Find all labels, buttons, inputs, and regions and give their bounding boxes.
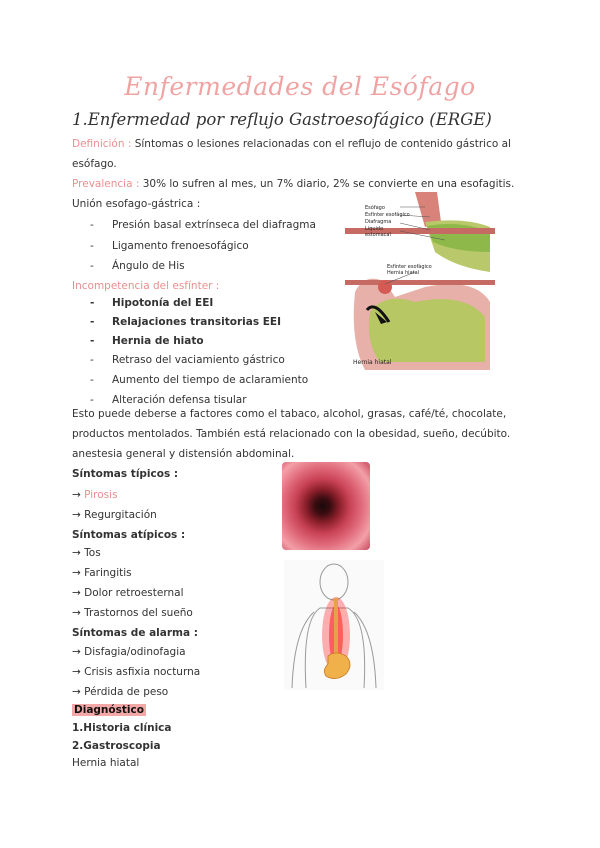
figure-caption: Hernia hiatal: [353, 359, 392, 366]
list-item: - Aumento del tiempo de aclaramiento: [90, 374, 309, 386]
list-item: - Hernia de hiato: [90, 335, 204, 347]
list-item: → Pirosis: [72, 489, 118, 501]
list-item: → Crisis asfixia nocturna: [72, 666, 201, 678]
footer-text: Hernia hiatal: [72, 757, 140, 769]
incompetence-heading: Incompetencia del esfínter :: [72, 280, 220, 292]
list-item: → Dolor retroesternal: [72, 587, 184, 599]
reflux-body-illustration: [284, 560, 384, 690]
list-item: → Regurgitación: [72, 509, 157, 521]
definition-text: Síntomas o lesiones relacionadas con el reflujo de contenido gástrico al: [131, 138, 511, 150]
list-item: - Ligamento frenoesofágico: [90, 240, 249, 252]
definition-label: Definición :: [72, 138, 132, 150]
list-item: → Tos: [72, 547, 101, 559]
figure-label: Esfínter esofágico: [365, 212, 410, 218]
list-item: 2.Gastroscopia: [72, 740, 161, 752]
list-item: → Pérdida de peso: [72, 686, 169, 698]
figure-label: Esfínter esofágico: [387, 264, 432, 270]
figure-label: Esófago: [365, 205, 385, 211]
figure-label: Diafragma: [365, 219, 392, 225]
prevalence-text: 30% lo sufren al mes, un 7% diario, 2% se convierte en una esofagitis.: [139, 178, 515, 190]
typical-symptoms-heading: Síntomas típicos :: [72, 468, 179, 480]
risk-factors-paragraph: Esto puede deberse a factores como el tabaco, alcohol, grasas, café/té, chocolate, productos mentolados. También está relacionado con la obesidad, sueño, decúbito. anestesia general y distensión abdominal.: [72, 408, 511, 460]
list-item: → Faringitis: [72, 567, 132, 579]
prevalence-label: Prevalencia :: [72, 178, 140, 190]
list-item: → Trastornos del sueño: [72, 607, 193, 619]
list-item: - Alteración defensa tisular: [90, 394, 247, 406]
atypical-symptoms-heading: Síntomas atípicos :: [72, 529, 186, 541]
list-item: - Retraso del vaciamiento gástrico: [90, 354, 285, 366]
hiatal-hernia-figure: [345, 192, 495, 370]
list-item: → Disfagia/odinofagia: [72, 646, 186, 658]
list-item: - Ángulo de His: [90, 260, 185, 272]
prevalence-block: [72, 174, 542, 194]
endoscopy-image: [282, 462, 370, 550]
list-item: - Relajaciones transitorias EEI: [90, 316, 281, 328]
list-item: 1.Historia clínica: [72, 722, 172, 734]
figure-label: Líquido: [365, 226, 384, 232]
page-title: Enfermedades del Esófago: [124, 72, 476, 101]
list-item: - Hipotonía del EEI: [90, 297, 214, 309]
definition-block: [72, 134, 532, 174]
list-item: - Presión basal extrínseca del diafragma: [90, 219, 316, 231]
union-heading: Unión esofago-gástrica :: [72, 198, 201, 210]
definition-text-2: esófago.: [72, 158, 117, 170]
figure-label: Hernia hiatal: [387, 270, 420, 276]
alarm-symptoms-heading: Síntomas de alarma :: [72, 627, 198, 639]
section-heading: 1.Enfermedad por reflujo Gastroesofágico (ERGE): [72, 110, 492, 129]
diagnosis-heading: Diagnóstico: [74, 704, 144, 716]
figure-label: estomacal: [365, 232, 391, 238]
